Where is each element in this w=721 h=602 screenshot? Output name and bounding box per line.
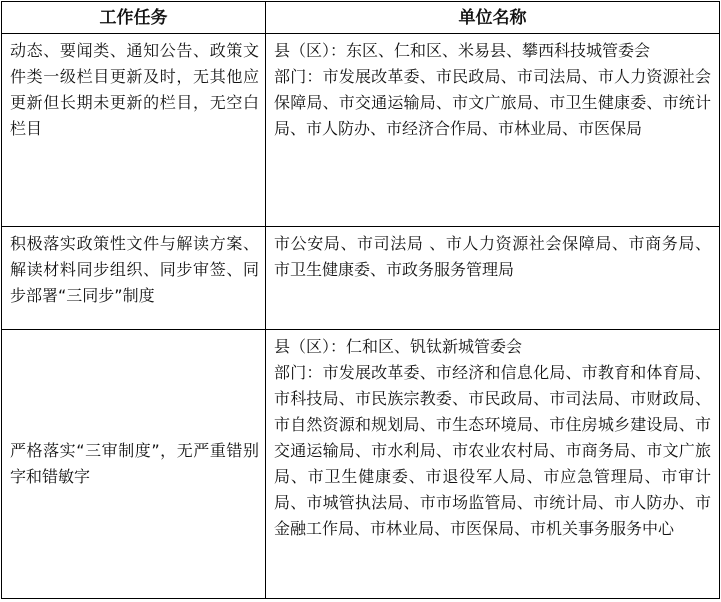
table-row	[2, 227, 720, 330]
county-list: 县（区）：东区、仁和区、米易县、攀西科技城管委会	[274, 41, 651, 60]
department-list: 部门：市发展改革委、市经济和信息化局、市教育和体育局、市科技局、市民族宗教委、市民政局、市司法局、市财政局、市自然资源和规划局、市生态环境局、市住房城乡建设局、市交通运输局、市水利局、市农业农村局、市商务局、市文广旅局、市卫生健康委、市退役军人局、市应急管理局、市审计局、市城管执法局、市市场监管局、市统计局、市人防办、市金融工作局、市林业局、市医保局、市机关事务服务中心	[274, 363, 711, 538]
task-cell: 动态、要闻类、通知公告、政策文件类一级栏目更新及时，无其他应更新但长期未更新的栏目，无空白栏目	[2, 34, 266, 227]
department-list: 部门：市发展改革委、市民政局、市司法局、市人力资源社会保障局、市交通运输局、市文广旅局、市卫生健康委、市统计局、市人防办、市经济合作局、市林业局、市医保局	[274, 67, 711, 138]
unit-cell	[266, 34, 720, 227]
table-header-row	[2, 2, 720, 34]
task-unit-table	[1, 1, 720, 599]
header-task: 工作任务	[2, 2, 266, 34]
task-cell: 严格落实“三审制度”，无严重错别字和错敏字	[2, 330, 266, 599]
unit-cell	[266, 330, 720, 599]
header-unit: 单位名称	[266, 2, 720, 34]
unit-cell	[266, 227, 720, 330]
county-list: 县（区）：仁和区、钒钛新城管委会	[274, 337, 523, 356]
table-row	[2, 330, 720, 599]
table-row	[2, 34, 720, 227]
task-cell: 积极落实政策性文件与解读方案、解读材料同步组织、同步审签、同步部署“三同步”制度	[2, 227, 266, 330]
unit-list: 市公安局、市司法局 、市人力资源社会保障局、市商务局、市卫生健康委、市政务服务管理局	[274, 234, 711, 279]
